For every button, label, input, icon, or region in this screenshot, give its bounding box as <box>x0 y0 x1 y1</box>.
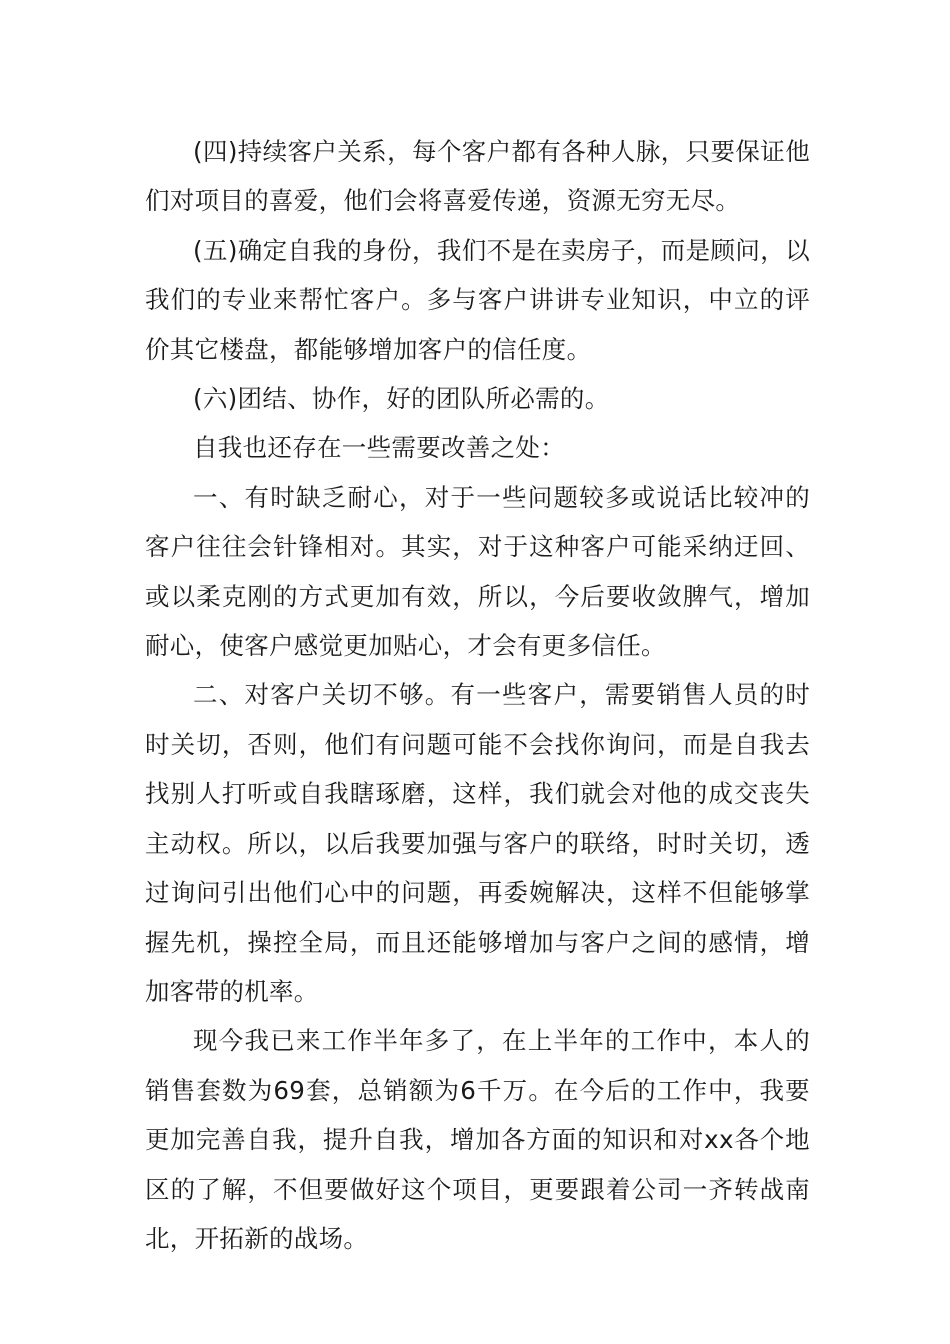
paragraph-item-6: (六)团结、协作，好的团队所必需的。 <box>193 384 610 414</box>
document-body <box>145 127 810 1263</box>
paragraph-item-5: (五)确定自我的身份，我们不是在卖房子，而是顾问，以我们的专业来帮忙客户。多与客户讲讲专业知识，中立的评价其它楼盘，都能够增加客户的信任度。 <box>145 235 810 364</box>
paragraph-item-4: (四)持续客户关系，每个客户都有各种人脉，只要保证他们对项目的喜爱，他们会将喜爱传递，资源无穷无尽。 <box>145 137 810 216</box>
paragraph-shortcoming-1: 一、有时缺乏耐心，对于一些问题较多或说话比较冲的客户往往会针锋相对。其实，对于这种客户可能采纳迂回、或以柔克刚的方式更加有效，所以，今后要收敛脾气，增加耐心，使客户感觉更加贴心，才会有更多信任。 <box>145 482 810 661</box>
paragraph-shortcomings-intro: 自我也还存在一些需要改善之处： <box>193 433 565 463</box>
paragraph-shortcoming-2: 二、对客户关切不够。有一些客户，需要销售人员的时时关切，否则，他们有问题可能不会找你询问，而是自我去找别人打听或自我瞎琢磨，这样，我们就会对他的成交丧失主动权。所以，以后我要加强与客户的联络，时时关切，透过询问引出他们心中的问题，再委婉解决，这样不但能够掌握先机，操控全局，而且还能够增加与客户之间的感情，增加客带的机率。 <box>145 680 810 1006</box>
paragraph-summary: 现今我已来工作半年多了，在上半年的工作中，本人的销售套数为69套，总销额为6千万。在今后的工作中，我要更加完善自我，提升自我，增加各方面的知识和对xx各个地区的了解，不但要做好这个项目，更要跟着公司一齐转战南北，开拓新的战场。 <box>145 1026 810 1253</box>
